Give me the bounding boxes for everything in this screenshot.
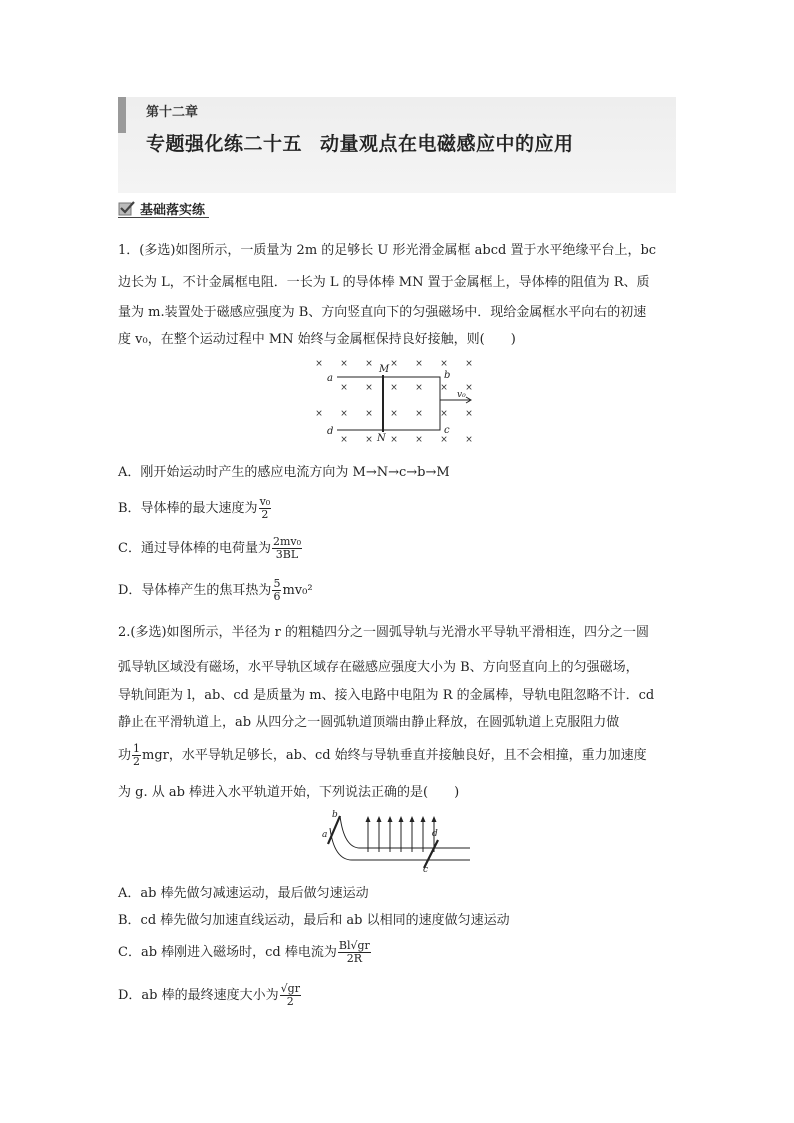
q2-line-2: 弧导轨区域没有磁场，水平导轨区域存在磁感应强度大小为 B、方向竖直向上的匀强磁场， [118,660,639,675]
section-heading [118,199,209,218]
svg-text:×: × [390,359,398,369]
svg-text:×: × [440,409,448,419]
q2-line-6: 为 g. 从 ab 棒进入水平轨道开始，下列说法正确的是( ) [118,785,460,800]
numerator: √gr [280,982,300,995]
u-frame [337,377,440,430]
label-n: N [377,433,386,444]
svg-text:×: × [415,383,423,393]
fraction [280,983,301,1008]
numerator: v₀ [259,495,271,508]
svg-text:×: × [465,359,473,369]
q2-option-a[interactable]: A．ab 棒先做匀减速运动，最后做匀速运动 [118,886,369,901]
label-v0: v₀ [457,390,466,400]
checkbox-icon [118,200,136,216]
svg-text:×: × [340,359,348,369]
q2-line-3: 导轨间距为 l，ab、cd 是质量为 m、接入电路中电阻为 R 的金属棒，导轨电阻忽略不计．cd [118,688,655,703]
fraction [272,536,302,561]
svg-text:×: × [390,409,398,419]
label-b: b [444,370,451,381]
label-c: c [444,425,450,436]
svg-text:×: × [465,435,473,445]
svg-text:×: × [415,409,423,419]
label-c: c [423,865,429,873]
svg-text:×: × [340,409,348,419]
q2-line-5-pre: 功 [118,748,132,763]
svg-text:×: × [340,435,348,445]
label-a: a [322,830,328,840]
q2-line-4: 静止在平滑轨道上，ab 从四分之一圆弧轨道顶端由静止释放，在圆弧轨道上克服阻力做 [118,715,620,730]
q1-option-a[interactable]: A．刚开始运动时产生的感应电流方向为 M→N→c→b→M [118,465,450,480]
svg-text:×: × [365,383,373,393]
svg-text:×: × [365,409,373,419]
q1-option-d-text: D．导体棒产生的焦耳热为 [118,583,272,598]
q2-option-b[interactable]: B．cd 棒先做匀加速直线运动，最后和 ab 以相同的速度做匀速运动 [118,913,510,928]
svg-text:×: × [440,359,448,369]
q2-option-c-text: C．ab 棒刚进入磁场时，cd 棒电流为 [118,945,337,960]
q2-line-5-post: mgr，水平导轨足够长，ab、cd 始终与导轨垂直并接触良好，且不会相撞，重力加速度 [142,748,647,763]
section-label: 基础落实练 [140,202,206,218]
q2-line-5 [118,742,680,770]
q2-option-d-text: D．ab 棒的最终速度大小为 [118,988,279,1003]
arrow-heads [366,816,437,822]
numerator: 5 [273,577,281,590]
svg-text:×: × [340,383,348,393]
q1-option-b[interactable] [118,496,272,521]
q1-option-c[interactable] [118,536,303,561]
fraction [132,743,141,768]
q1-option-c-text: C．通过导体棒的电荷量为 [118,541,271,556]
svg-text:×: × [390,435,398,445]
svg-text:×: × [440,383,448,393]
rod-cd [424,840,438,868]
svg-text:×: × [415,359,423,369]
svg-text:×: × [315,359,323,369]
svg-text:×: × [415,435,423,445]
fraction [259,496,272,521]
q1-magnetic-field-figure [310,356,485,448]
label-b: b [332,810,338,820]
title-part2: 动量观点在电磁感应中的应用 [320,133,574,155]
fraction [338,940,371,965]
q1-line-2: 边长为 L，不计金属框电阻．一长为 L 的导体棒 MN 置于金属框上，导体棒的阻值为 R、质 [118,275,650,290]
svg-text:×: × [365,435,373,445]
denominator: 2 [133,755,141,768]
q2-option-d[interactable] [118,983,302,1008]
q1-option-d-tail: mv₀² [282,583,313,598]
denominator: 6 [273,590,281,603]
svg-text:×: × [465,409,473,419]
label-d: d [327,426,334,437]
rail-lower [330,828,470,860]
rail-upper [340,816,470,848]
chapter-label: 第十二章 [146,105,199,120]
title-part1: 专题强化练二十五 [146,133,303,155]
numerator: 1 [133,742,141,755]
svg-text:×: × [465,383,473,393]
q1-line-4: 度 v₀，在整个运动过程中 MN 始终与金属框保持良好接触，则( ) [118,332,516,347]
q2-line-1: 2.(多选)如图所示，半径为 r 的粗糙四分之一圆弧导轨与光滑水平导轨平滑相连，四分之一圆 [118,625,650,640]
field-arrows-up [368,818,434,852]
q1-line-1: 1．(多选)如图所示，一质量为 2m 的足够长 U 形光滑金属框 abcd 置于水平绝缘平台上，bc [118,243,657,258]
svg-text:×: × [440,435,448,445]
q1-option-d[interactable] [118,578,313,603]
denominator: 3BL [275,548,299,561]
label-m: M [379,364,390,375]
numerator: Bl√gr [338,939,370,952]
numerator: 2mv₀ [272,535,302,548]
denominator: 2 [286,995,294,1008]
svg-text:×: × [315,409,323,419]
svg-text:×: × [390,383,398,393]
q1-line-3: 量为 m.装置处于磁感应强度为 B、方向竖直向下的匀强磁场中．现给金属框水平向右的初速 [118,305,647,320]
q2-rail-figure [318,808,470,873]
q2-option-c[interactable] [118,940,372,965]
label-d: d [432,829,438,839]
denominator: 2 [261,508,269,521]
svg-text:×: × [365,359,373,369]
fraction [272,578,281,603]
label-a: a [327,373,333,384]
page-title [146,129,574,156]
denominator: 2R [346,952,362,965]
q1-option-b-text: B．导体棒的最大速度为 [118,501,258,516]
